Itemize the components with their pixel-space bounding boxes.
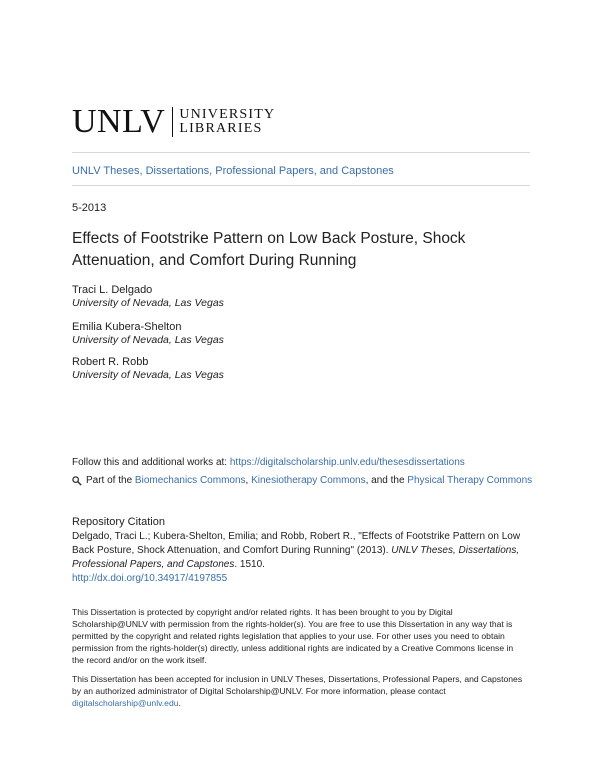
citation-number: . 1510. (234, 559, 265, 570)
biomechanics-commons-link[interactable]: Biomechanics Commons (134, 475, 246, 486)
document-title: Effects of Footstrike Pattern on Low Back Posture, Shock Attenuation, and Comfort During Running (72, 230, 466, 269)
acceptance-text: This Dissertation has been accepted for inclusion in UNLV Theses, Dissertations, Professional Papers, and Capstones by an authorized administrator of Digital Scholarship@UNLV. For more information, please contact (72, 674, 523, 696)
author-name: Robert R. Robb (72, 356, 149, 368)
collection-link[interactable]: UNLV Theses, Dissertations, Professional Papers, and Capstones (72, 165, 394, 177)
author-affiliation: University of Nevada, Las Vegas (72, 297, 224, 309)
follow-label: Follow this and additional works at: (72, 457, 230, 468)
logo-libraries (179, 108, 275, 136)
commons-network-icon (72, 475, 83, 486)
part-of-sep1: , (245, 475, 252, 486)
citation-plain: Delgado, Traci L.; Kubera-Shelton, Emilia; and Robb, Robert R., "Effects of Footstrike Pattern on Low Back Posture, Shock Attenuation, and Comfort During Running" (2013). (72, 531, 521, 556)
divider-top (72, 152, 530, 153)
kinesiotherapy-commons-link[interactable]: Kinesiotherapy Commons (251, 475, 366, 486)
follow-url-link[interactable]: https://digitalscholarship.unlv.edu/thesesdissertations (229, 457, 465, 468)
contact-email-link[interactable]: digitalscholarship@unlv.edu (72, 698, 179, 708)
follow-line (72, 457, 465, 468)
acceptance-statement (72, 673, 527, 709)
citation-text (72, 530, 532, 586)
citation-series: UNLV Theses, Dissertations, Professional Papers, and Capstones (72, 545, 520, 570)
logo-divider (172, 107, 173, 137)
acceptance-end: . (178, 698, 181, 708)
logo-brand: UNLV (72, 103, 166, 140)
physical-therapy-commons-link[interactable]: Physical Therapy Commons (407, 475, 533, 486)
publication-date: 5-2013 (72, 202, 107, 214)
logo-line1: UNIVERSITY (179, 107, 276, 122)
author-name: Traci L. Delgado (72, 284, 153, 296)
divider-bottom (72, 185, 530, 186)
rights-statement: This Dissertation is protected by copyright and/or related rights. It has been brought to you by Digital Scholarship@UNLV with permission from the rights-holder(s). You are free to use this Dissertation in any way that is permitted by the copyright and related rights legislation that applies to your use. For other uses you need to obtain permission from the rights-holder(s) directly, unless additional rights are indicated by a Creative Commons license in the record and/or on the work itself. (72, 607, 514, 665)
part-of-line (72, 475, 532, 486)
part-of-prefix: Part of the (86, 475, 135, 486)
repository-citation-heading: Repository Citation (72, 516, 165, 528)
author-affiliation: University of Nevada, Las Vegas (72, 369, 224, 381)
logo-line2: LIBRARIES (179, 121, 263, 136)
author-name: Emilia Kubera-Shelton (72, 321, 182, 333)
author-affiliation: University of Nevada, Las Vegas (72, 334, 224, 346)
unlv-libraries-logo (72, 105, 275, 139)
part-of-sep2: , and the (365, 475, 408, 486)
doi-link[interactable]: http://dx.doi.org/10.34917/4197855 (72, 573, 228, 584)
